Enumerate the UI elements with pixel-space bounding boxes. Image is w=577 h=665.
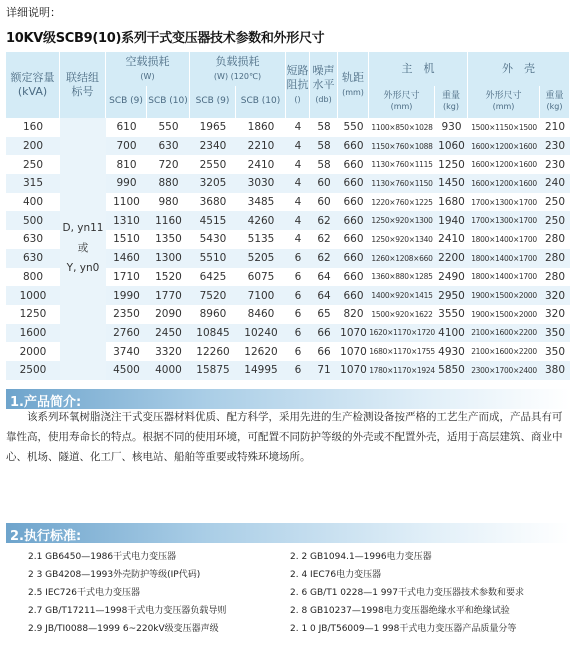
- table-cell: 2490: [438, 270, 465, 283]
- table-cell: 1680: [438, 196, 465, 209]
- col-capacity: 额定容量 (kVA): [6, 52, 60, 118]
- spec-table: [6, 52, 570, 380]
- col-connection: 联结组 标号: [60, 52, 106, 118]
- table-cell: 1680×1170×1755: [369, 347, 435, 357]
- table-cell: 12260: [196, 345, 230, 358]
- table-cell: 660: [338, 211, 369, 230]
- table-cell: 1310: [106, 211, 147, 230]
- table-cell: 230: [544, 158, 566, 171]
- table-cell: 250: [22, 158, 44, 171]
- standard-item: 2. 1 0 JB/T56009—1 998干式电力变压器产品质量分等: [290, 624, 517, 634]
- table-cell: 3485: [247, 196, 275, 209]
- table-cell: 6: [294, 308, 302, 321]
- table-cell: 58: [310, 137, 338, 156]
- table-cell: 4: [294, 196, 302, 209]
- spec-table-body: [6, 118, 570, 380]
- table-cell: 930: [441, 121, 462, 134]
- table-cell: 1160: [147, 211, 190, 230]
- table-cell: 1250: [19, 308, 47, 321]
- table-cell: 660: [343, 158, 364, 171]
- table-cell: 1150×760×1088: [369, 137, 435, 156]
- table-cell: 1860: [247, 121, 275, 134]
- table-cell: 12620: [244, 345, 278, 358]
- standard-item: 2.7 GB/T17211—1998干式电力变压器负载导则: [28, 606, 227, 616]
- table-row: [6, 118, 570, 137]
- table-cell: 1400×920×1415: [369, 286, 435, 305]
- page-title: 10KV级SCB9(10)系列干式变压器技术参数和外形尺寸: [6, 31, 325, 46]
- col-gauge: 轨距 (mm): [338, 52, 369, 118]
- table-cell: 3550: [438, 308, 465, 321]
- product-intro-text: 该系列环氧树脂浇注干式变压器材料优质、配方科学，采用先进的生产检测设备按严格的工艺生产而成，产品具有可靠性高，使用寿命长的特点。根据不同的使用环境，可配置不同防护等级的外壳或不配置外壳，适用于高层建筑、商业中心、机场、隧道、化工厂、核电站、船舶等重要或特殊环境场所。: [6, 411, 563, 463]
- table-cell: 500: [6, 211, 60, 230]
- table-cell: 280: [540, 249, 570, 268]
- col-casing-dim: 外形尺寸 (mm): [468, 86, 540, 118]
- table-cell: 2300×1700×2400: [468, 361, 540, 380]
- table-cell: 2450: [147, 324, 190, 343]
- table-cell: 810: [116, 158, 137, 171]
- table-cell: 660: [343, 196, 364, 209]
- table-cell: 660: [343, 233, 364, 246]
- standard-item: 2. 6 GB/T1 0228—1 997干式电力变压器技术参数和要求: [290, 588, 524, 598]
- table-cell: 2100×1600×2200: [471, 347, 537, 357]
- table-cell: 4: [286, 137, 310, 156]
- table-cell: 4100: [435, 324, 468, 343]
- connection-group-cell: [60, 118, 106, 380]
- standard-item: 2.9 JB/TI0088—1999 6~220kV级变压器声级: [28, 624, 219, 634]
- table-cell: 1940: [435, 211, 468, 230]
- col-host-dim: 外形尺寸 (mm): [369, 86, 435, 118]
- table-cell: 14995: [236, 361, 286, 380]
- table-cell: 2410: [438, 233, 465, 246]
- table-cell: 7100: [236, 286, 286, 305]
- table-cell: 880: [147, 174, 190, 193]
- table-cell: 1510: [113, 233, 140, 246]
- table-cell: 1600×1200×1600: [468, 174, 540, 193]
- table-cell: 65: [317, 308, 331, 321]
- table-cell: 1700×1300×1700: [468, 211, 540, 230]
- table-cell: 5850: [435, 361, 468, 380]
- col-noise: 噪声水平 (db): [310, 52, 338, 118]
- table-cell: 1130×760×1115: [371, 160, 433, 170]
- table-cell: 1100×850×1028: [371, 122, 433, 132]
- table-cell: 315: [6, 174, 60, 193]
- table-cell: 62: [310, 249, 338, 268]
- section-standards-header: [6, 523, 570, 543]
- col-load-scb10: SCB (10): [236, 86, 286, 118]
- col-load-loss: 负载损耗 (W) (120℃): [190, 52, 286, 86]
- table-cell: 10845: [190, 324, 236, 343]
- table-cell: 1060: [435, 137, 468, 156]
- table-cell: 8460: [247, 308, 275, 321]
- table-cell: 4: [294, 121, 302, 134]
- table-cell: 250: [540, 211, 570, 230]
- table-cell: 4260: [236, 211, 286, 230]
- table-cell: 6: [294, 345, 302, 358]
- table-cell: 62: [317, 233, 331, 246]
- table-cell: 660: [338, 249, 369, 268]
- table-cell: 6075: [247, 270, 275, 283]
- table-cell: 1710: [113, 270, 140, 283]
- table-cell: 66: [310, 324, 338, 343]
- table-cell: 400: [22, 196, 44, 209]
- table-cell: 1800×1400×1700: [471, 272, 537, 282]
- table-cell: 2760: [106, 324, 147, 343]
- table-cell: 1600×1200×1600: [471, 160, 537, 170]
- table-cell: 1250×920×1300: [369, 211, 435, 230]
- table-cell: 4500: [106, 361, 147, 380]
- connection-group-label: D, yn11: [62, 221, 104, 234]
- table-cell: 1250×920×1340: [371, 234, 433, 244]
- connection-group-label: 或: [77, 241, 89, 254]
- table-cell: 3740: [113, 345, 140, 358]
- table-cell: 1460: [106, 249, 147, 268]
- table-cell: 200: [6, 137, 60, 156]
- table-cell: 6: [294, 270, 302, 283]
- table-cell: 250: [544, 196, 566, 209]
- table-cell: 230: [540, 137, 570, 156]
- table-cell: 1800×1400×1700: [468, 249, 540, 268]
- table-cell: 4000: [147, 361, 190, 380]
- table-cell: 1900×1500×2000: [468, 286, 540, 305]
- table-cell: 1900×1500×2000: [471, 309, 537, 319]
- table-cell: 6: [286, 249, 310, 268]
- col-host: 主 机: [369, 52, 468, 86]
- table-cell: 700: [106, 137, 147, 156]
- table-cell: 1620×1170×1720: [369, 324, 435, 343]
- table-cell: 6: [286, 324, 310, 343]
- table-cell: 5135: [247, 233, 275, 246]
- table-cell: 630: [147, 137, 190, 156]
- table-cell: 280: [544, 270, 566, 283]
- table-cell: 5430: [199, 233, 227, 246]
- table-cell: 6425: [199, 270, 227, 283]
- table-cell: 2350: [113, 308, 140, 321]
- table-cell: 380: [540, 361, 570, 380]
- col-impedance: 短路阻抗 (): [286, 52, 310, 118]
- table-cell: 2950: [435, 286, 468, 305]
- table-cell: 630: [6, 249, 60, 268]
- section-product-intro-header: [6, 389, 570, 409]
- table-cell: 1070: [338, 361, 369, 380]
- table-cell: 610: [116, 121, 137, 134]
- table-cell: 2000: [19, 345, 47, 358]
- table-cell: 3030: [236, 174, 286, 193]
- col-host-weight: 重量 (kg): [435, 86, 468, 118]
- table-cell: 7520: [190, 286, 236, 305]
- table-cell: 800: [22, 270, 44, 283]
- table-cell: 280: [544, 233, 566, 246]
- col-noload-scb9: SCB (9): [106, 86, 147, 118]
- col-noload-scb10: SCB (10): [147, 86, 190, 118]
- table-cell: 10240: [236, 324, 286, 343]
- standard-item: 2. 8 GB10237—1998电力变压器绝缘水平和绝缘试验: [290, 606, 510, 616]
- standard-item: 2 3 GB4208—1993外壳防护等级(IP代码): [28, 570, 201, 580]
- table-cell: 1965: [199, 121, 227, 134]
- table-cell: 550: [158, 121, 179, 134]
- table-cell: 58: [317, 158, 331, 171]
- col-load-scb9: SCB (9): [190, 86, 236, 118]
- table-cell: 3205: [190, 174, 236, 193]
- col-noload-loss: 空载损耗 (W): [106, 52, 190, 86]
- table-cell: 6: [286, 286, 310, 305]
- section-standards-title: 2.执行标准:: [10, 529, 82, 544]
- table-cell: 660: [343, 270, 364, 283]
- table-cell: 820: [343, 308, 364, 321]
- table-cell: 2210: [236, 137, 286, 156]
- table-cell: 4: [286, 211, 310, 230]
- table-cell: 1130×760×1150: [369, 174, 435, 193]
- table-cell: 2340: [190, 137, 236, 156]
- connection-group-label: Y, yn0: [66, 261, 100, 274]
- table-cell: 64: [317, 270, 331, 283]
- table-cell: 980: [158, 196, 179, 209]
- table-cell: 60: [310, 174, 338, 193]
- table-cell: 240: [540, 174, 570, 193]
- table-cell: 1780×1170×1924: [369, 361, 435, 380]
- table-cell: 1250: [438, 158, 465, 171]
- table-cell: 5510: [190, 249, 236, 268]
- spec-table-container: [6, 52, 570, 380]
- table-cell: 66: [317, 345, 331, 358]
- table-cell: 160: [22, 121, 44, 134]
- table-cell: 4930: [438, 345, 465, 358]
- col-casing-weight: 重量 (kg): [540, 86, 570, 118]
- table-cell: 660: [338, 174, 369, 193]
- section-product-intro-title: 1.产品简介:: [10, 395, 82, 410]
- table-cell: 2500: [6, 361, 60, 380]
- table-cell: 2090: [155, 308, 182, 321]
- table-cell: 1220×760×1225: [371, 197, 433, 207]
- table-cell: 990: [106, 174, 147, 193]
- table-cell: 2550: [199, 158, 227, 171]
- table-cell: 3680: [199, 196, 227, 209]
- table-cell: 1770: [147, 286, 190, 305]
- table-cell: 1260×1208×660: [369, 249, 435, 268]
- table-cell: 1070: [340, 345, 367, 358]
- table-cell: 4515: [190, 211, 236, 230]
- standard-item: 2. 2 GB1094.1—1996电力变压器: [290, 552, 432, 562]
- table-cell: 15875: [190, 361, 236, 380]
- table-cell: 660: [338, 137, 369, 156]
- table-cell: 1800×1400×1700: [471, 234, 537, 244]
- page-header: 详细说明：: [6, 6, 61, 19]
- table-cell: 1990: [106, 286, 147, 305]
- table-cell: 1500×920×1622: [371, 309, 433, 319]
- table-cell: 62: [310, 211, 338, 230]
- table-cell: 1300: [147, 249, 190, 268]
- table-cell: 1520: [155, 270, 182, 283]
- table-cell: 2200: [435, 249, 468, 268]
- table-cell: 60: [317, 196, 331, 209]
- table-cell: 71: [310, 361, 338, 380]
- table-cell: 4: [294, 233, 302, 246]
- table-cell: 5205: [236, 249, 286, 268]
- table-cell: 8960: [199, 308, 227, 321]
- table-cell: 1100: [113, 196, 140, 209]
- table-cell: 720: [158, 158, 179, 171]
- table-cell: 1450: [435, 174, 468, 193]
- table-cell: 1600: [6, 324, 60, 343]
- table-cell: 1500×1150×1500: [471, 122, 537, 132]
- standard-item: 2.5 IEC726干式电力变压器: [28, 588, 140, 598]
- table-cell: 64: [310, 286, 338, 305]
- table-cell: 4: [286, 174, 310, 193]
- table-cell: 6: [286, 361, 310, 380]
- table-cell: 210: [544, 121, 566, 134]
- table-cell: 320: [540, 286, 570, 305]
- table-cell: 3320: [155, 345, 182, 358]
- table-cell: 1070: [338, 324, 369, 343]
- table-cell: 630: [22, 233, 44, 246]
- table-cell: 1700×1300×1700: [471, 197, 537, 207]
- table-cell: 2410: [247, 158, 275, 171]
- table-cell: 350: [540, 324, 570, 343]
- table-cell: 1360×880×1285: [371, 272, 433, 282]
- col-casing: 外 壳: [468, 52, 570, 86]
- table-cell: 2100×1600×2200: [468, 324, 540, 343]
- table-cell: 1000: [6, 286, 60, 305]
- table-cell: 320: [544, 308, 566, 321]
- table-cell: 58: [317, 121, 331, 134]
- table-cell: 660: [338, 286, 369, 305]
- table-cell: 1600×1200×1600: [468, 137, 540, 156]
- table-cell: 1350: [155, 233, 182, 246]
- standard-item: 2. 4 IEC76电力变压器: [290, 570, 382, 580]
- table-cell: 550: [343, 121, 364, 134]
- table-cell: 4: [294, 158, 302, 171]
- standard-item: 2.1 GB6450—1986干式电力变压器: [28, 552, 177, 562]
- table-cell: 350: [544, 345, 566, 358]
